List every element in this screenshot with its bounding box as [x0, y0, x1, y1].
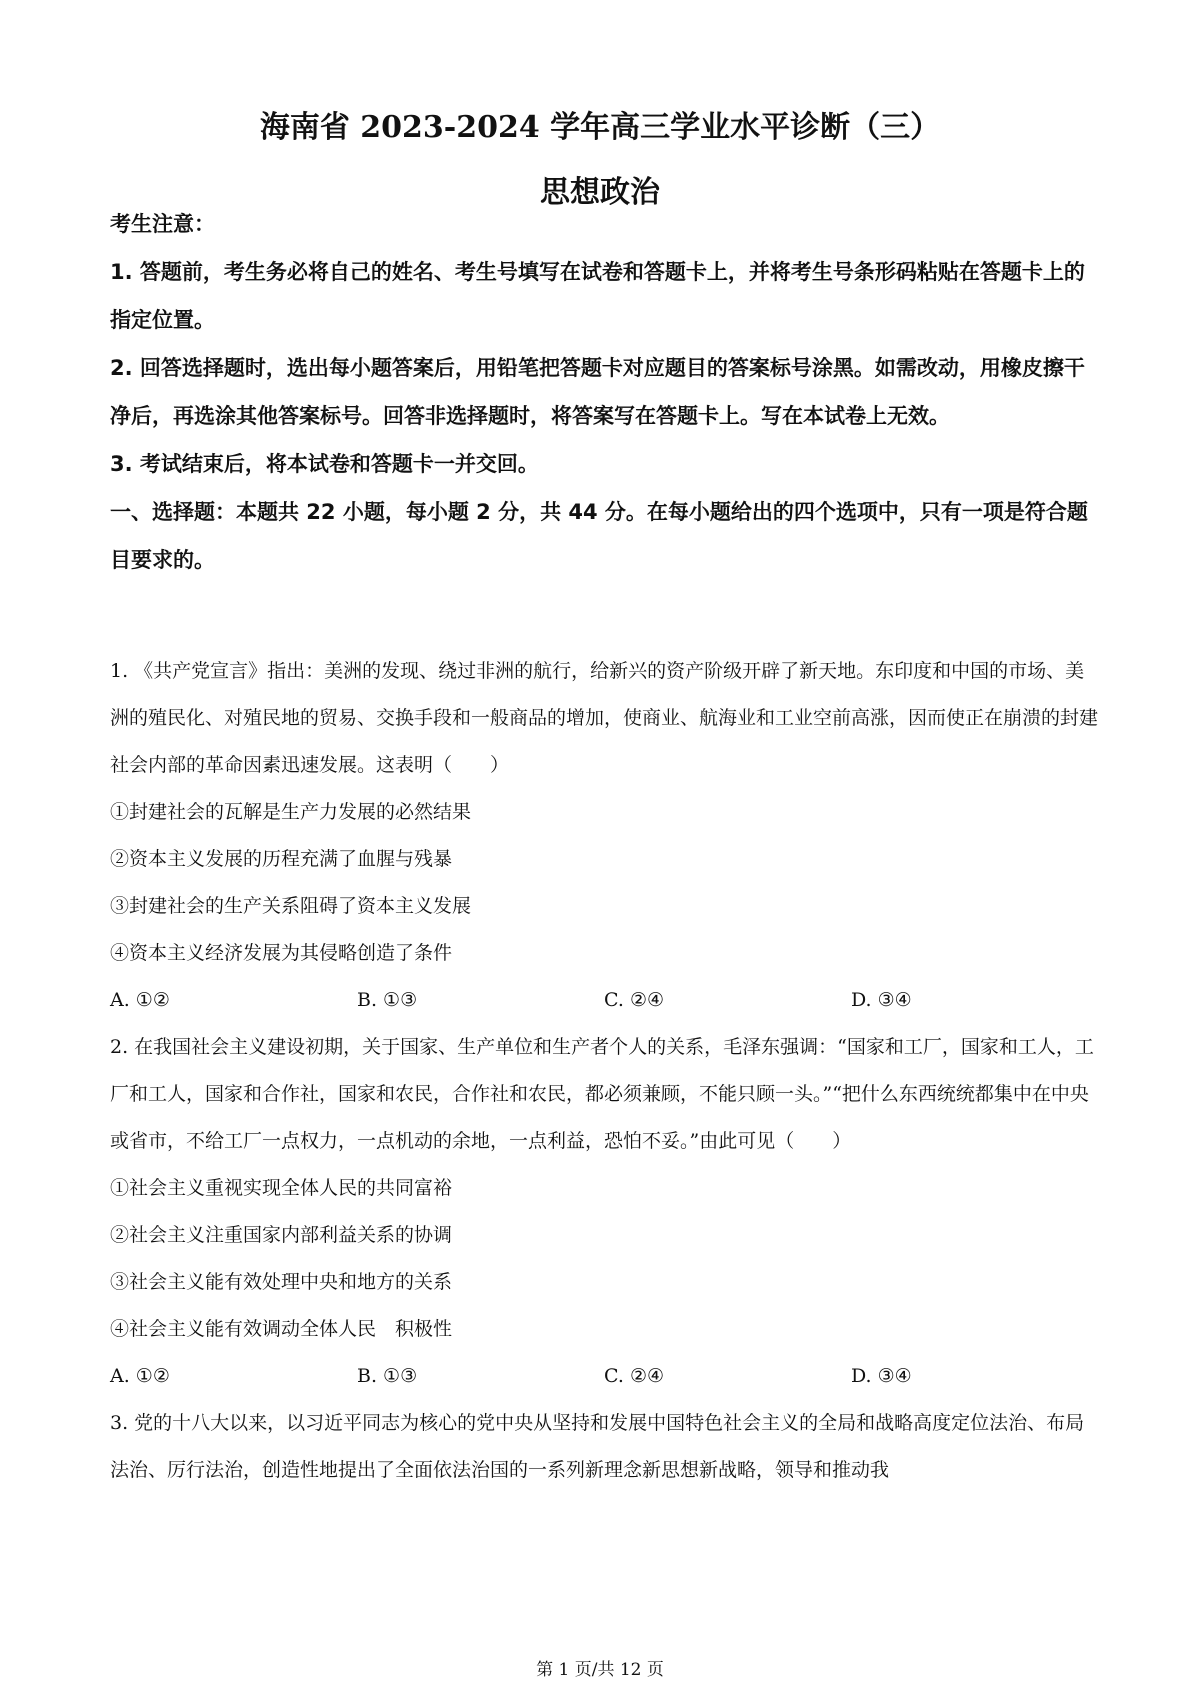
option-d: D. ③④: [851, 1365, 912, 1387]
option-a: A. ①②: [110, 989, 170, 1011]
option-a: A. ①②: [110, 1365, 170, 1387]
page-number: 第 1 页/共 12 页: [536, 1660, 664, 1680]
option-c: C. ②④: [604, 1365, 665, 1387]
exam-title: 海南省 2023-2024 学年高三学业水平诊断（三）: [259, 110, 941, 145]
notice-heading: 考生注意：: [110, 212, 215, 236]
question-stem: 1. 《共产党宣言》指出：美洲的发现、绕过非洲的航行，给新兴的资产阶级开辟了新天地。东印度和中国的市场、美洲的殖民化、对殖民地的贸易、交换手段和一般商品的增加，使商业、航海业和工业空前高涨，因而使正在崩溃的封建社会内部的革命因素迅速发展。这表明（ ）: [110, 660, 1099, 776]
statement: ②资本主义发展的历程充满了血腥与残暴: [110, 848, 453, 870]
statement: ②社会主义注重国家内部利益关系的协调: [110, 1224, 453, 1246]
notice-item: 3. 考试结束后，将本试卷和答题卡一并交回。: [110, 452, 539, 476]
statement: ④资本主义经济发展为其侵略创造了条件: [110, 942, 453, 964]
notice-item: 1. 答题前，考生务必将自己的姓名、考生号填写在试卷和答题卡上，并将考生号条形码粘贴在答题卡上的指定位置。: [110, 260, 1085, 332]
statement: ③封建社会的生产关系阻碍了资本主义发展: [110, 895, 472, 917]
question-stem: 2. 在我国社会主义建设初期，关于国家、生产单位和生产者个人的关系，毛泽东强调：“国家和工厂，国家和工人，工厂和工人，国家和合作社，国家和农民，合作社和农民，都必须兼顾，不能只顾一头。”“把什么东西统统都集中在中央或省市，不给工厂一点权力，一点机动的余地，一点利益，恐怕不妥。”由此可见（ ）: [110, 1036, 1094, 1152]
notice-block: [110, 200, 1100, 584]
option-d: D. ③④: [851, 989, 912, 1011]
statement: ①社会主义重视实现全体人民的共同富裕: [110, 1177, 453, 1199]
option-b: B. ①③: [357, 1365, 418, 1387]
option-b: B. ①③: [357, 989, 418, 1011]
statement: ①封建社会的瓦解是生产力发展的必然结果: [110, 801, 472, 823]
statement: ③社会主义能有效处理中央和地方的关系: [110, 1271, 453, 1293]
questions-block: [110, 648, 1100, 1494]
option-c: C. ②④: [604, 989, 665, 1011]
subject-title: 思想政治: [540, 175, 660, 210]
notice-item: 2. 回答选择题时，选出每小题答案后，用铅笔把答题卡对应题目的答案标号涂黑。如需改动，用橡皮擦干净后，再选涂其他答案标号。回答非选择题时，将答案写在答题卡上。写在本试卷上无效。: [110, 356, 1085, 428]
answer-options: [110, 977, 1100, 1024]
section-heading: 一、选择题：本题共 22 小题，每小题 2 分，共 44 分。在每小题给出的四个选项中，只有一项是符合题目要求的。: [110, 500, 1088, 572]
statement: ④社会主义能有效调动全体人民 积极性: [110, 1318, 453, 1340]
answer-options: [110, 1353, 1100, 1400]
question-stem: 3. 党的十八大以来，以习近平同志为核心的党中央从坚持和发展中国特色社会主义的全局和战略高度定位法治、布局法治、厉行法治，创造性地提出了全面依法治国的一系列新理念新思想新战略，领导和推动我: [110, 1412, 1085, 1481]
